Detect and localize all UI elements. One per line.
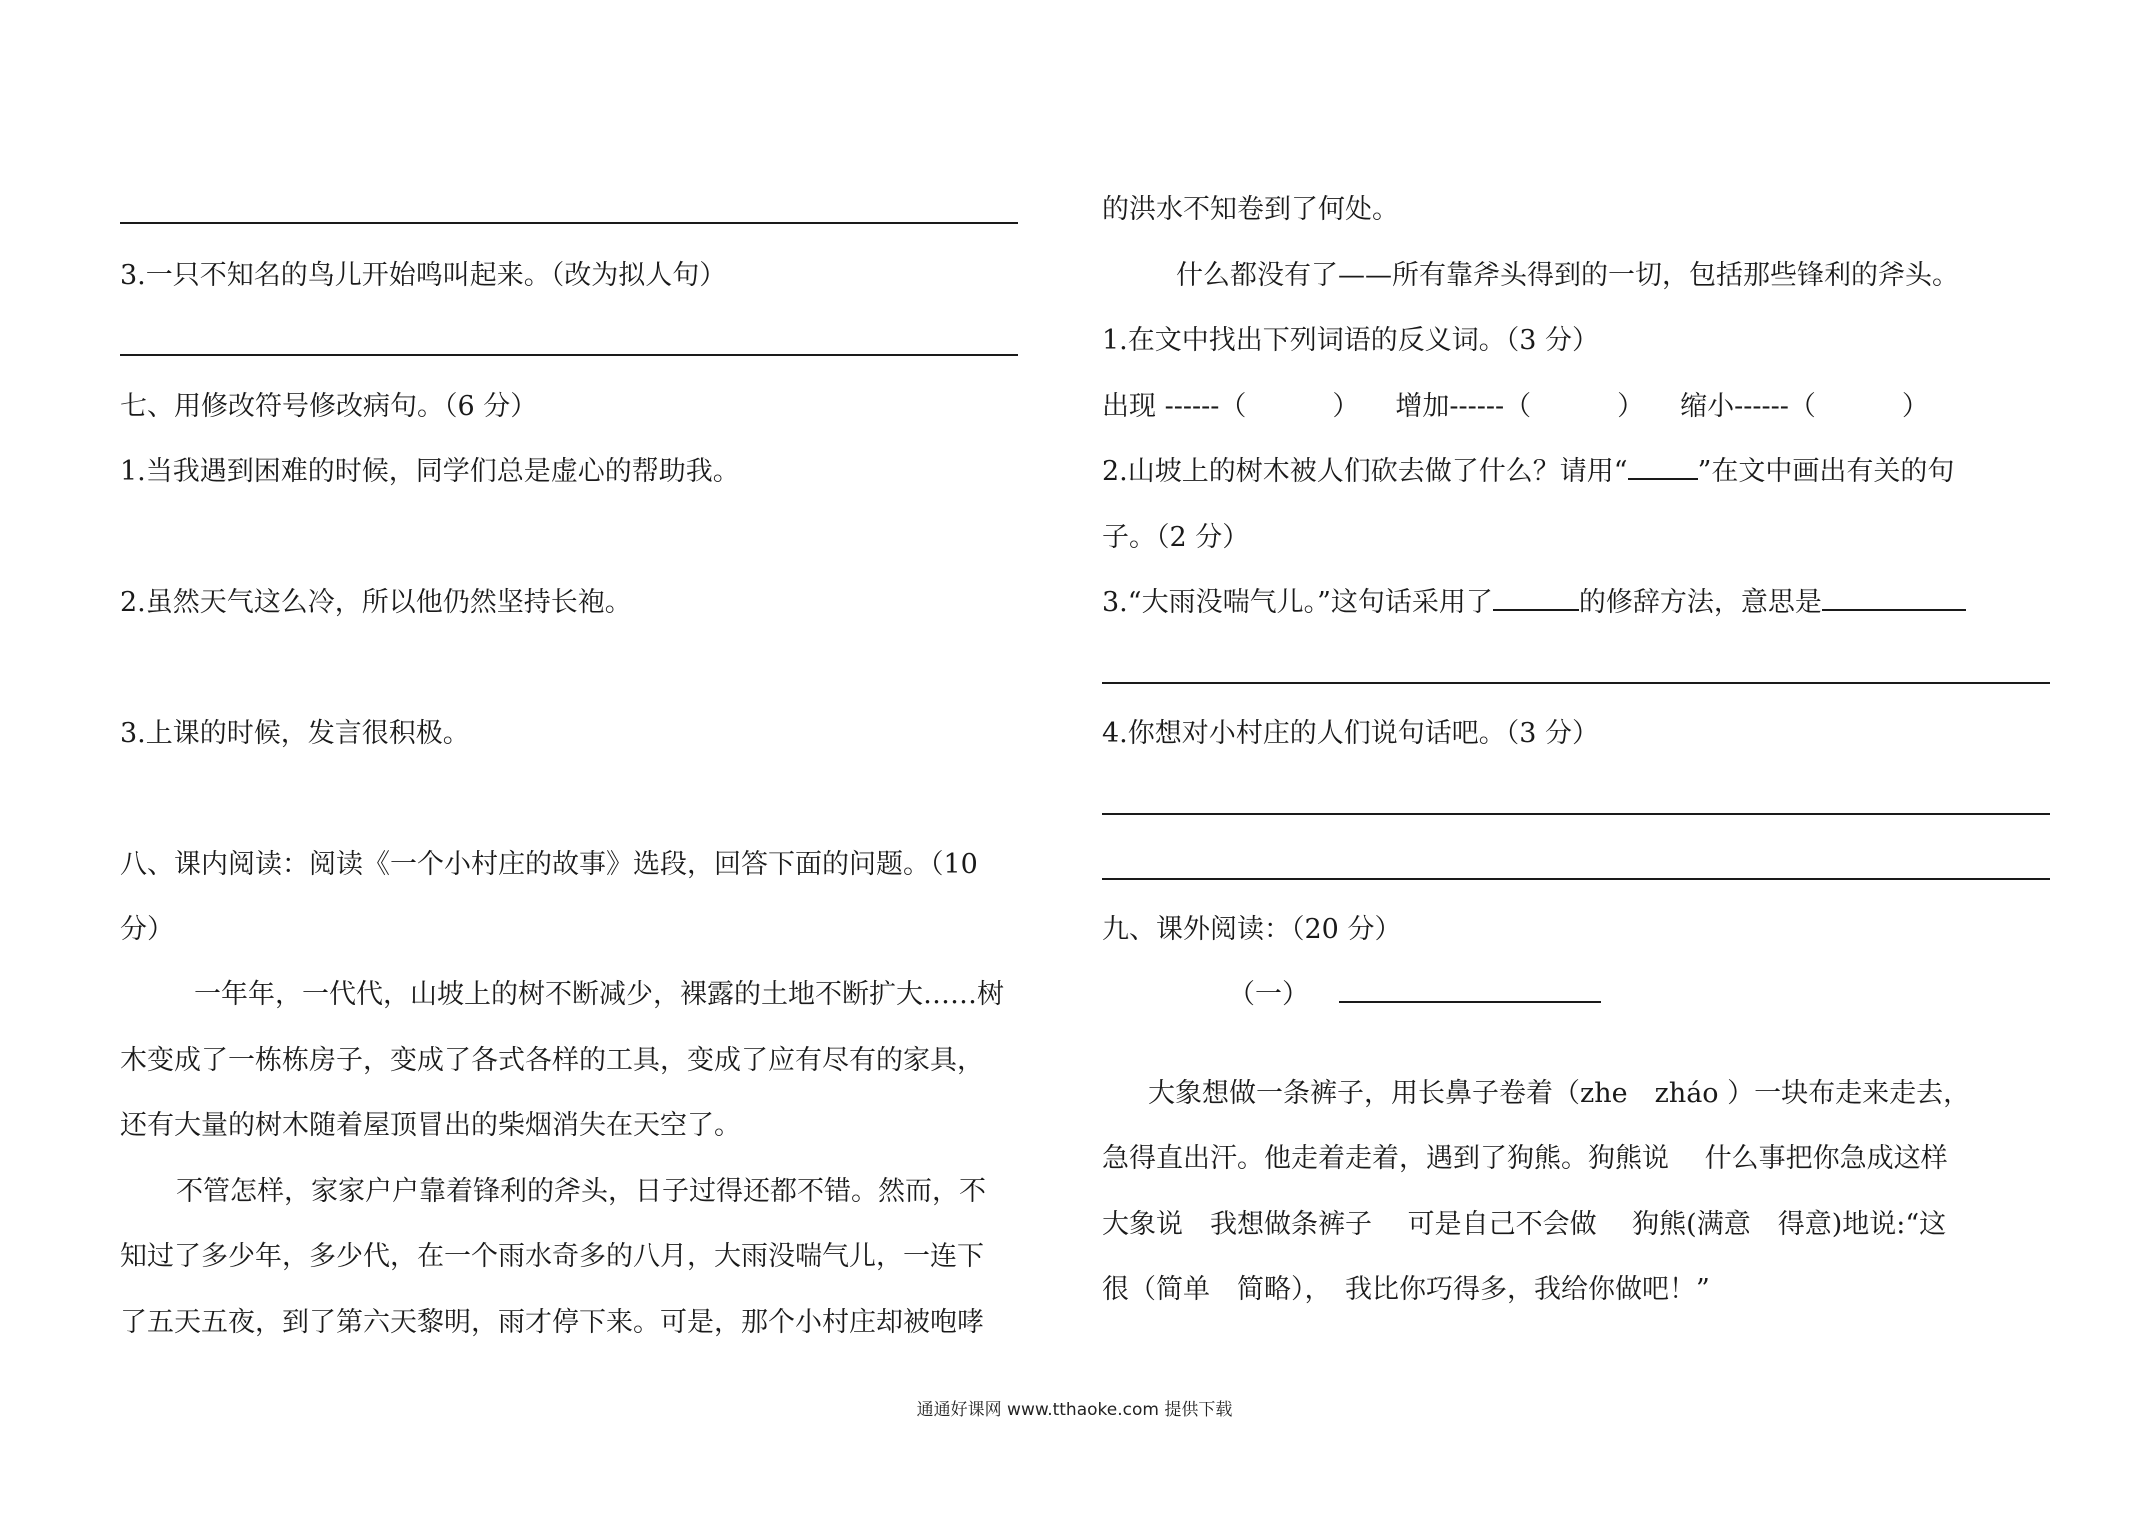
- reading-line: 大象说 我想做条裤子 可是自己不会做 狗熊(满意 得意)地说:“这: [1102, 1209, 1947, 1240]
- passage-line: 不管怎样，家家户户靠着锋利的斧头，日子过得还都不错。然而，不: [176, 1176, 986, 1207]
- page-footer: 通通好课网 www.tthaoke.com 提供下载: [916, 1400, 1233, 1420]
- reading-line: 急得直出汗。他走着走着，遇到了狗熊。狗熊说 什么事把你急成这样: [1102, 1143, 1948, 1174]
- section-9-subtitle: （一）: [1228, 977, 1601, 1013]
- answer-line-q4: [1102, 813, 2050, 815]
- answer-line-q3: [1102, 682, 2050, 684]
- answer-line-6-3: [120, 354, 1018, 356]
- answer-blank: [1493, 609, 1579, 611]
- question-2: 2.山坡上的树木被人们砍去做了什么？请用“ ”在文中画出有关的句: [1102, 456, 1955, 487]
- reading-line: 大象想做一条裤子，用长鼻子卷着（zhe zháo ）一块布走来走去，: [1148, 1078, 1971, 1109]
- reading-line: 很（简单 简略）， 我比你巧得多，我给你做吧！”: [1102, 1274, 1710, 1305]
- passage-line: 木变成了一栋栋房子，变成了各式各样的工具，变成了应有尽有的家具，: [120, 1045, 984, 1076]
- answer-blank: [1822, 609, 1966, 611]
- section-7-q1: 1.当我遇到困难的时候，同学们总是虚心的帮助我。: [120, 456, 740, 487]
- title-blank: [1339, 1001, 1601, 1003]
- antonym-row: 出现 ------（ ） 增加------（ ） 缩小------（ ）: [1102, 391, 1929, 422]
- question-3: 3.“大雨没喘气儿。”这句话采用了 的修辞方法，意思是: [1102, 585, 1966, 621]
- section-7-title: 七、用修改符号修改病句。（6 分）: [120, 391, 538, 422]
- passage-line: 还有大量的树木随着屋顶冒出的柴烟消失在天空了。: [120, 1110, 741, 1141]
- antonym-item-3: 缩小------（: [1680, 391, 1816, 422]
- passage-line: 的洪水不知卷到了何处。: [1102, 194, 1399, 225]
- underline-symbol: [1628, 478, 1698, 480]
- section-7-q2: 2.虽然天气这么冷，所以他仍然坚持长袍。: [120, 587, 632, 618]
- section-8-title-cont: 分）: [120, 914, 174, 945]
- question-1: 1.在文中找出下列词语的反义词。（3 分）: [1102, 325, 1600, 356]
- antonym-item-2: 增加------（: [1395, 391, 1532, 422]
- passage-line: 什么都没有了——所有靠斧头得到的一切，包括那些锋利的斧头。: [1176, 260, 1959, 291]
- question-4: 4.你想对小村庄的人们说句话吧。（3 分）: [1102, 718, 1600, 749]
- section-8-title: 八、课内阅读：阅读《一个小村庄的故事》选段，回答下面的问题。（10: [120, 849, 978, 880]
- question-6-3: 3.一只不知名的鸟儿开始鸣叫起来。（改为拟人句）: [120, 260, 727, 291]
- passage-line: 一年年，一代代，山坡上的树不断减少，裸露的土地不断扩大……树: [194, 979, 1004, 1010]
- answer-line-q4: [1102, 878, 2050, 880]
- section-9-title: 九、课外阅读：（20 分）: [1102, 914, 1402, 945]
- answer-line-6-2: [120, 222, 1018, 224]
- passage-line: 了五天五夜，到了第六天黎明，雨才停下来。可是，那个小村庄却被咆哮: [120, 1307, 984, 1338]
- section-7-q3: 3.上课的时候，发言很积极。: [120, 718, 470, 749]
- passage-line: 知过了多少年，多少代，在一个雨水奇多的八月，大雨没喘气儿，一连下: [120, 1241, 984, 1272]
- antonym-item-1: 出现 ------（: [1102, 391, 1247, 422]
- question-2-cont: 子。（2 分）: [1102, 522, 1250, 553]
